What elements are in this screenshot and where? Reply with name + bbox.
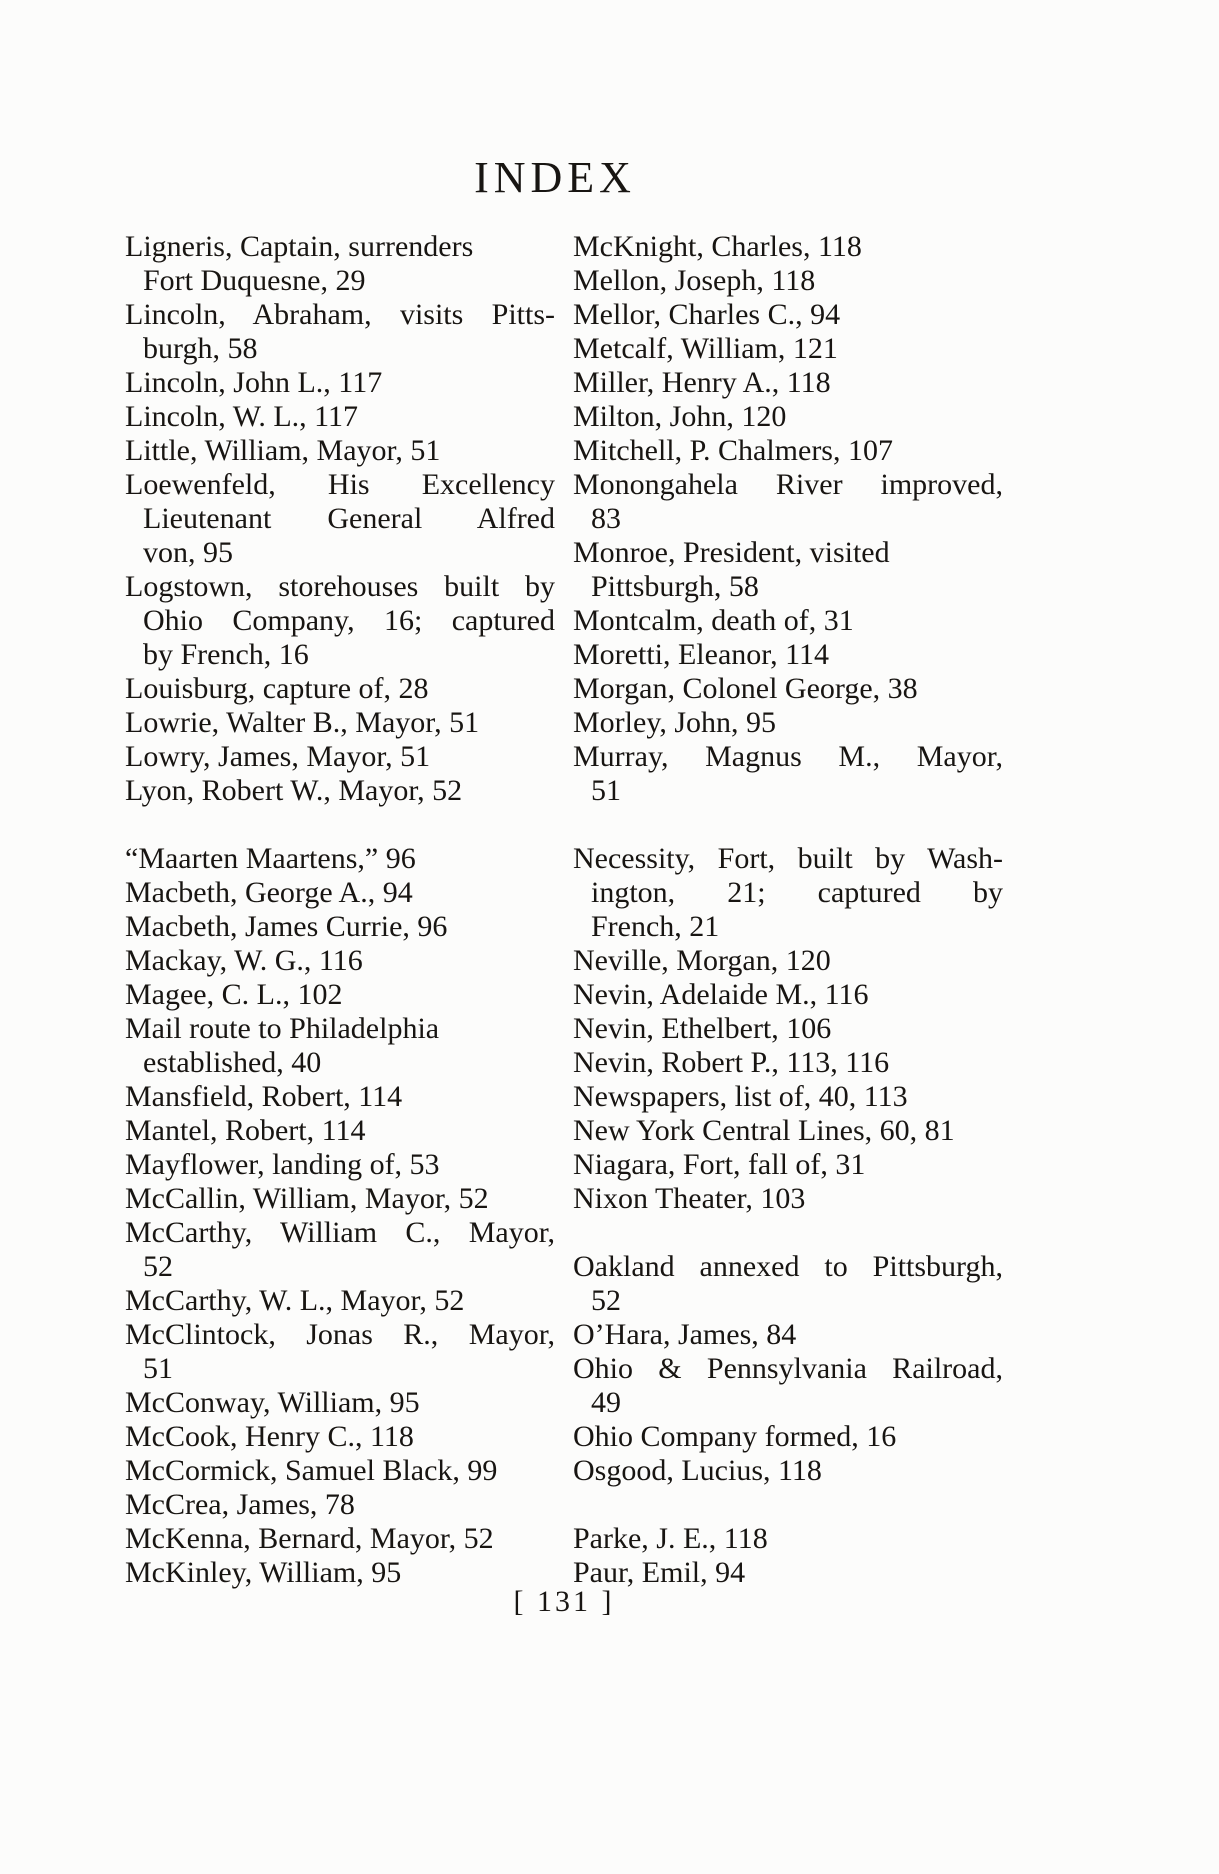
index-line: “Maarten Maartens,” 96 — [125, 842, 416, 875]
index-line: Montcalm, death of, 31 — [573, 604, 854, 637]
index-line: Parke, J. E., 118 — [573, 1522, 768, 1555]
index-line: McConway, William, 95 — [125, 1386, 420, 1419]
index-line: Morgan, Colonel George, 38 — [573, 672, 918, 705]
index-line: Nevin, Robert P., 113, 116 — [573, 1046, 890, 1079]
index-line: Lieutenant General Alfred — [143, 502, 555, 535]
index-line: von, 95 — [143, 536, 233, 569]
index-line: Niagara, Fort, fall of, 31 — [573, 1148, 866, 1181]
index-line: Lincoln, Abraham, visits Pitts- — [125, 298, 555, 331]
index-line: Little, William, Mayor, 51 — [125, 434, 441, 467]
index-line: Lincoln, John L., 117 — [125, 366, 383, 399]
index-line: Moretti, Eleanor, 114 — [573, 638, 829, 671]
index-line: ington, 21; captured by — [591, 876, 1003, 909]
index-line: McKnight, Charles, 118 — [573, 230, 862, 263]
index-line: Loewenfeld, His Excellency — [125, 468, 555, 501]
index-line: 49 — [591, 1386, 621, 1419]
page-title: INDEX — [474, 153, 636, 202]
index-line: Murray, Magnus M., Mayor, — [573, 740, 1003, 773]
index-line: by French, 16 — [143, 638, 309, 671]
index-line: Nevin, Ethelbert, 106 — [573, 1012, 832, 1045]
index-line: Mansfield, Robert, 114 — [125, 1080, 403, 1113]
index-line: Osgood, Lucius, 118 — [573, 1454, 822, 1487]
index-line: Macbeth, George A., 94 — [125, 876, 413, 909]
index-line: Nixon Theater, 103 — [573, 1182, 806, 1215]
index-column-left — [125, 230, 555, 1590]
index-line: McKenna, Bernard, Mayor, 52 — [125, 1522, 494, 1555]
index-line: Lowrie, Walter B., Mayor, 51 — [125, 706, 480, 739]
index-line: Necessity, Fort, built by Wash- — [573, 842, 1003, 875]
column-gap — [573, 1488, 1003, 1522]
index-line: Lyon, Robert W., Mayor, 52 — [125, 774, 463, 807]
index-line: Monongahela River improved, — [573, 468, 1003, 501]
index-line: Mantel, Robert, 114 — [125, 1114, 366, 1147]
index-line: Fort Duquesne, 29 — [143, 264, 366, 297]
index-line: Neville, Morgan, 120 — [573, 944, 831, 977]
index-line: Ligneris, Captain, surrenders — [125, 230, 474, 263]
index-line: Mellon, Joseph, 118 — [573, 264, 816, 297]
index-line: 51 — [143, 1352, 173, 1385]
index-line: McCrea, James, 78 — [125, 1488, 355, 1521]
index-line: McClintock, Jonas R., Mayor, — [125, 1318, 555, 1351]
page-number: [ 131 ] — [513, 1585, 615, 1618]
index-column-right — [573, 230, 1003, 1590]
index-line: Mayflower, landing of, 53 — [125, 1148, 440, 1181]
index-line: Miller, Henry A., 118 — [573, 366, 831, 399]
index-line: McCarthy, William C., Mayor, — [125, 1216, 555, 1249]
index-line: New York Central Lines, 60, 81 — [573, 1114, 955, 1147]
index-line: Ohio Company, 16; captured — [143, 604, 555, 637]
index-line: Monroe, President, visited — [573, 536, 890, 569]
index-line: O’Hara, James, 84 — [573, 1318, 797, 1351]
index-line: Mitchell, P. Chalmers, 107 — [573, 434, 893, 467]
index-line: Metcalf, William, 121 — [573, 332, 838, 365]
index-line: McKinley, William, 95 — [125, 1556, 402, 1589]
index-line: 51 — [591, 774, 621, 807]
index-line: Nevin, Adelaide M., 116 — [573, 978, 869, 1011]
index-line: Paur, Emil, 94 — [573, 1556, 746, 1589]
column-gap — [573, 1216, 1003, 1250]
index-line: McCormick, Samuel Black, 99 — [125, 1454, 498, 1487]
index-line: 83 — [591, 502, 621, 535]
index-line: Logstown, storehouses built by — [125, 570, 555, 603]
index-line: Lincoln, W. L., 117 — [125, 400, 359, 433]
index-line: Mackay, W. G., 116 — [125, 944, 363, 977]
index-line: Macbeth, James Currie, 96 — [125, 910, 448, 943]
index-line: Magee, C. L., 102 — [125, 978, 343, 1011]
index-columns — [125, 230, 1003, 1590]
index-line: Oakland annexed to Pittsburgh, — [573, 1250, 1003, 1283]
index-line: McCallin, William, Mayor, 52 — [125, 1182, 489, 1215]
index-line: McCarthy, W. L., Mayor, 52 — [125, 1284, 465, 1317]
index-line: Newspapers, list of, 40, 113 — [573, 1080, 908, 1113]
index-line: Ohio Company formed, 16 — [573, 1420, 897, 1453]
index-line: burgh, 58 — [143, 332, 258, 365]
column-gap — [573, 808, 1003, 842]
index-line: Mellor, Charles C., 94 — [573, 298, 841, 331]
index-line: Ohio & Pennsylvania Railroad, — [573, 1352, 1003, 1385]
index-line: Louisburg, capture of, 28 — [125, 672, 429, 705]
index-line: Pittsburgh, 58 — [591, 570, 759, 603]
index-line: Lowry, James, Mayor, 51 — [125, 740, 431, 773]
index-line: 52 — [591, 1284, 621, 1317]
index-line: McCook, Henry C., 118 — [125, 1420, 414, 1453]
index-line: Morley, John, 95 — [573, 706, 777, 739]
column-gap — [125, 808, 555, 842]
index-line: 52 — [143, 1250, 173, 1283]
index-line: French, 21 — [591, 910, 720, 943]
index-line: Mail route to Philadelphia — [125, 1012, 440, 1045]
index-line: established, 40 — [143, 1046, 322, 1079]
index-line: Milton, John, 120 — [573, 400, 787, 433]
